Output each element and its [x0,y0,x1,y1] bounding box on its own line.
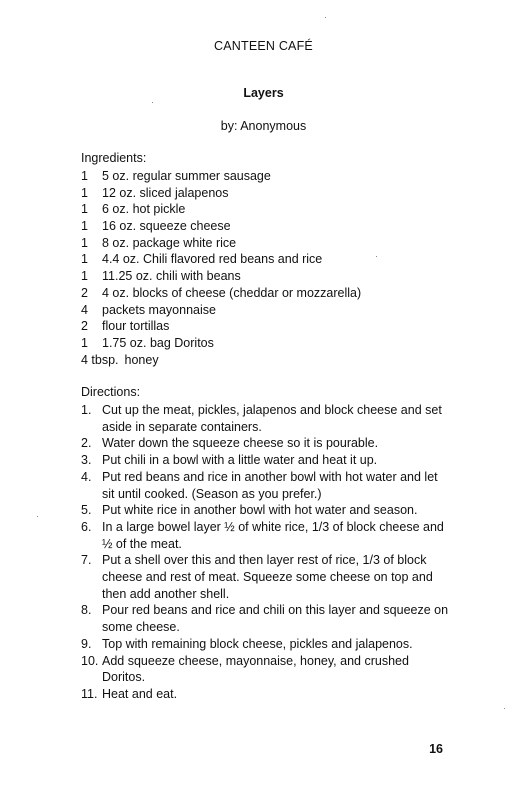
step-number: 6. [81,519,92,534]
direction-step [81,552,451,602]
ingredient-qty: 1 [81,202,88,217]
direction-step [81,452,451,469]
ingredient-qty: 4 tbsp. [81,352,119,367]
ingredient-qty: 1 [81,185,88,200]
ingredient-qty: 1 [81,252,88,267]
ingredient-qty: 1 [81,269,88,284]
ingredient-qty: 1 [81,235,88,250]
direction-step [81,636,451,653]
ingredients-heading: Ingredients: [81,151,147,165]
ingredient-text: 16 oz. squeeze cheese [102,219,231,234]
direction-step [81,469,451,502]
step-text: Put white rice in another bowl with hot water and season. [102,503,418,518]
page-number: 16 [429,742,443,756]
direction-step [81,435,451,452]
ingredient-qty: 1 [81,219,88,234]
ingredient-text: 5 oz. regular summer sausage [102,169,271,183]
step-number: 9. [81,636,92,651]
direction-step [81,502,451,519]
ingredient-text: packets mayonnaise [102,302,216,317]
step-text: Put a shell over this and then layer rest of rice, 1/3 of block cheese and rest of meat. Squeeze some cheese on top and then add another shell. [102,553,433,601]
ingredient-qty: 2 [81,285,88,300]
ingredient-item [81,218,361,235]
step-text: Cut up the meat, pickles, jalapenos and block cheese and set aside in separate containers. [102,403,442,434]
step-number: 7. [81,553,92,568]
scan-speck [152,102,153,103]
ingredient-item [81,352,361,369]
direction-step [81,602,451,635]
step-number: 10. [81,653,99,668]
step-number: 4. [81,469,92,484]
step-number: 1. [81,403,92,417]
step-text: In a large bowel layer ½ of white rice, 1/3 of block cheese and ½ of the meat. [102,519,444,551]
recipe-title: Layers [243,86,284,100]
recipe-byline: by: Anonymous [220,119,307,133]
ingredient-text: 12 oz. sliced jalapenos [102,185,229,200]
ingredient-item [81,185,361,202]
ingredient-qty: 4 [81,302,88,317]
scan-speck [37,516,38,517]
step-text: Add squeeze cheese, mayonnaise, honey, and crushed Doritos. [102,653,409,685]
ingredient-text: honey [124,352,159,367]
ingredient-item [81,251,361,268]
step-number: 5. [81,503,92,518]
step-number: 2. [81,436,92,451]
ingredient-qty: 2 [81,319,88,334]
ingredient-text: 1.75 oz. bag Doritos [102,335,214,350]
step-text: Top with remaining block cheese, pickles and jalapenos. [102,636,413,651]
ingredient-item [81,168,361,185]
direction-step [81,402,451,435]
scan-speck [504,708,505,709]
ingredients-list [81,168,361,368]
step-text: Put red beans and rice in another bowl with hot water and let sit until cooked. (Season as you prefer.) [102,469,438,501]
ingredient-item [81,335,361,352]
direction-step [81,519,451,552]
scan-speck [376,256,377,257]
ingredient-text: flour tortillas [102,319,170,334]
page-header: CANTEEN CAFÉ [214,39,313,53]
ingredient-text: 6 oz. hot pickle [102,202,186,217]
ingredient-item [81,285,361,302]
direction-step [81,653,451,686]
ingredient-text: 11.25 oz. chili with beans [102,269,241,284]
step-text: Heat and eat. [102,686,178,701]
step-number: 11. [81,686,98,701]
directions-heading: Directions: [81,385,141,399]
scan-speck [325,17,326,18]
ingredient-qty: 1 [81,169,88,183]
direction-step [81,686,451,703]
ingredient-text: 8 oz. package white rice [102,235,237,250]
step-number: 8. [81,603,92,618]
ingredient-item [81,302,361,319]
ingredient-qty: 1 [81,335,88,350]
ingredient-text: 4 oz. blocks of cheese (cheddar or mozzarella) [102,285,362,300]
step-text: Water down the squeeze cheese so it is pourable. [102,436,379,451]
ingredient-item [81,201,361,218]
ingredient-item [81,318,361,335]
directions-list [81,402,451,703]
ingredient-item [81,268,361,285]
ingredient-item [81,235,361,252]
ingredient-text: 4.4 oz. Chili flavored red beans and rice [102,252,323,267]
step-text: Pour red beans and rice and chili on this layer and squeeze on some cheese. [102,603,449,635]
step-number: 3. [81,453,92,468]
step-text: Put chili in a bowl with a little water and heat it up. [102,453,378,468]
